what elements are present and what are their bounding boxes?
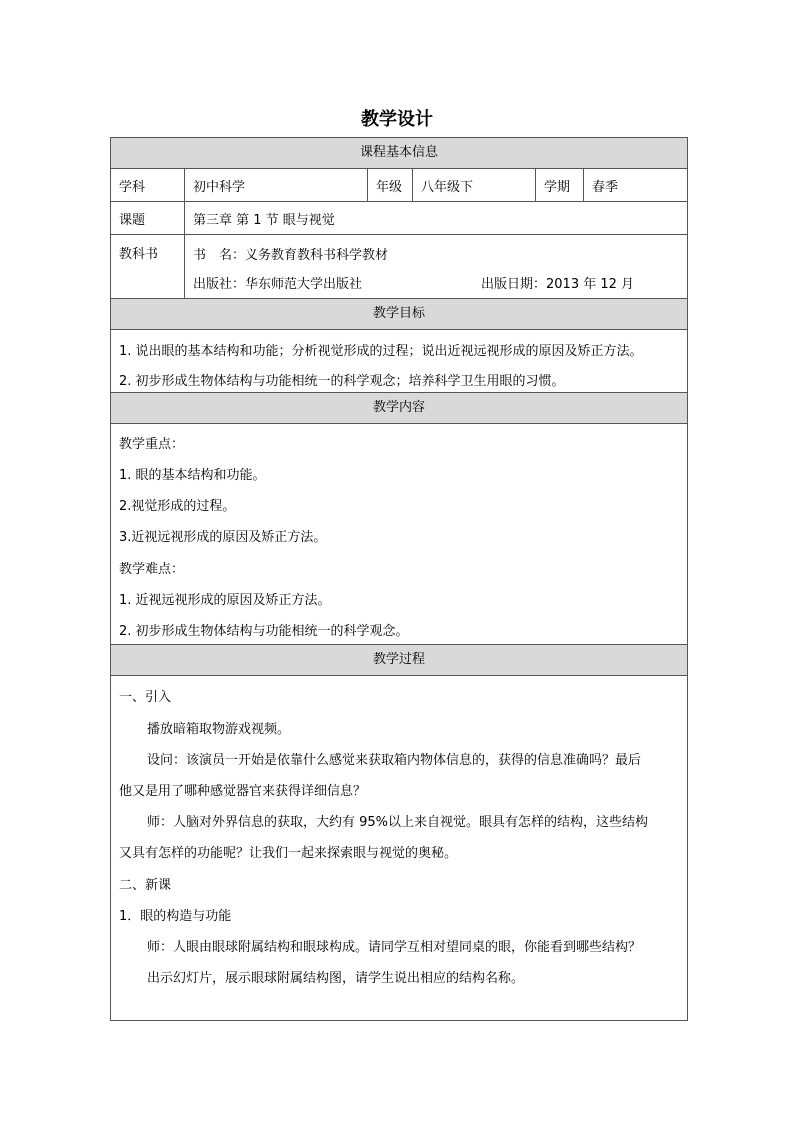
difficult-point-item: 1. 近视远视形成的原因及矫正方法。 — [119, 593, 331, 608]
difficult-points-label: 教学难点： — [119, 562, 185, 577]
objectives-body — [111, 330, 687, 393]
subject-label: 学科 — [119, 179, 146, 195]
subsection-eye-structure: 1．眼的构造与功能 — [119, 909, 232, 924]
publisher: 出版社：华东师范大学出版社 — [193, 277, 363, 292]
content-body — [111, 424, 687, 645]
objective-item: 1. 说出眼的基本结构和功能；分析视觉形成的过程；说出近视远视形成的原因及矫正方法。 — [119, 344, 643, 359]
paragraph-cont: 他又是用了哪种感觉器官来获得详细信息？ — [119, 784, 367, 799]
basic-info-header: 课程基本信息 — [111, 138, 687, 169]
book-name: 书 名：义务教育教科书科学教材 — [193, 248, 389, 263]
paragraph: 师：人脑对外界信息的获取，大约有 95%以上来自视觉。眼具有怎样的结构，这些结构 — [147, 815, 649, 830]
key-point-item: 2.视觉形成的过程。 — [119, 499, 236, 514]
topic-label: 课题 — [119, 212, 146, 228]
grade-value: 八年级下 — [412, 169, 535, 201]
paragraph: 师：人眼由眼球附属结构和眼球构成。请同学互相对望同桌的眼，你能看到哪些结构？ — [147, 940, 642, 955]
paragraph: 出示幻灯片，展示眼球附属结构图，请学生说出相应的结构名称。 — [147, 971, 525, 986]
key-point-item: 1. 眼的基本结构和功能。 — [119, 468, 266, 483]
content-header: 教学内容 — [111, 393, 687, 424]
document-title: 教学设计 — [361, 109, 433, 130]
section-new-lesson: 二、新课 — [119, 878, 172, 893]
key-points-label: 教学重点： — [119, 437, 185, 452]
objective-item: 2. 初步形成生物体结构与功能相统一的科学观念；培养科学卫生用眼的习惯。 — [119, 374, 565, 389]
difficult-point-item: 2. 初步形成生物体结构与功能相统一的科学观念。 — [119, 624, 409, 639]
textbook-info — [184, 235, 687, 298]
grade-label: 年级 — [367, 169, 412, 201]
topic-value: 第三章 第 1 节 眼与视觉 — [184, 202, 687, 234]
subject-value: 初中科学 — [184, 169, 367, 201]
term-value: 春季 — [583, 169, 687, 201]
paragraph: 播放暗箱取物游戏视频。 — [147, 722, 291, 737]
topic-row — [111, 202, 687, 235]
term-label: 学期 — [535, 169, 583, 201]
textbook-row — [111, 235, 687, 299]
paragraph-cont: 又具有怎样的功能呢？让我们一起来探索眼与视觉的奥秘。 — [119, 846, 458, 861]
process-header: 教学过程 — [111, 645, 687, 676]
publication-date: 出版日期：2013 年 12 月 — [481, 277, 635, 292]
process-body — [111, 676, 687, 1020]
subject-row — [111, 169, 687, 202]
lesson-plan-table — [110, 137, 688, 1021]
textbook-label: 教科书 — [119, 247, 159, 262]
key-point-item: 3.近视远视形成的原因及矫正方法。 — [119, 530, 327, 545]
section-intro: 一、引入 — [119, 690, 172, 705]
objectives-header: 教学目标 — [111, 299, 687, 330]
paragraph: 设问：该演员一开始是依靠什么感觉来获取箱内物体信息的，获得的信息准确吗？最后 — [147, 753, 642, 768]
